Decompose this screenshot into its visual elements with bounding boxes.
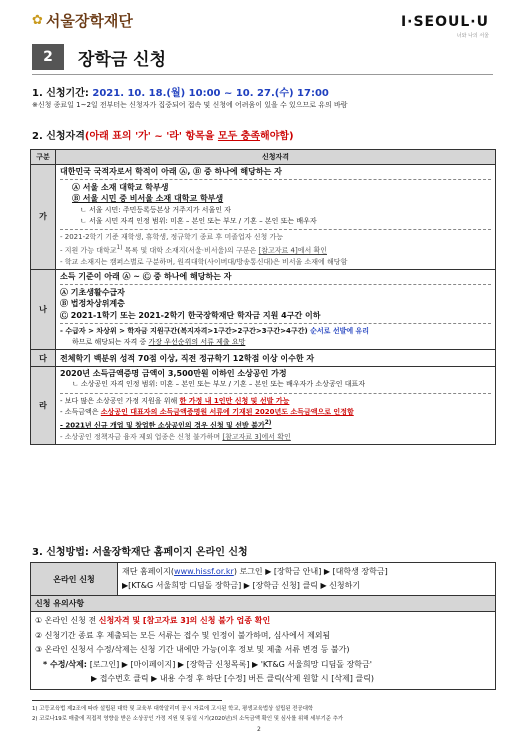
ga-note-1: - 2021-2학기 기준 재학생, 휴학생, 정규학기 종료 후 미졸업자 신청 가능 — [60, 233, 284, 242]
row-content-ra — [56, 367, 496, 445]
ga-option-b-1: ㄴ 서울 시민: 주민등록등본상 거주지가 서울인 자 — [80, 205, 231, 214]
col-header-gu: 구분 — [31, 150, 56, 165]
row-content-na — [56, 269, 496, 349]
eligibility-heading: 2. 신청자격(아래 표의 '가' ~ '라' 항목을 모두 충족해야함) — [32, 131, 294, 142]
online-row — [31, 563, 496, 596]
na-title: 소득 기준이 아래 Ⓐ ~ Ⓒ 중 하나에 해당하는 자 — [60, 271, 232, 281]
foundation-logo — [32, 10, 133, 31]
header-divider — [32, 74, 493, 75]
footnote-divider — [32, 700, 222, 701]
row-label-na: 나 — [31, 269, 56, 349]
ra-note-1: - 보다 많은 소상공인 가정 지원을 위해 한 가정 내 1인만 신청 및 선발 가능 — [60, 396, 290, 405]
row-label-ga: 가 — [31, 165, 56, 270]
divider — [60, 179, 491, 180]
method-table — [30, 562, 496, 690]
page-number: 2 — [257, 726, 261, 733]
caution-2: ② 신청기간 종료 후 제출되는 모든 서류는 접수 및 인정이 불가하며, 심사에서 제외됨 — [35, 630, 331, 640]
seoul-logo — [401, 14, 489, 39]
row-label-da: 다 — [31, 350, 56, 367]
method-heading: 3. 신청방법: 서울장학재단 홈페이지 온라인 신청 — [32, 547, 248, 558]
na-note-2: 하므로 해당되는 자격 중 가장 우선순위의 서류 제출 요망 — [72, 337, 246, 346]
ga-option-a: Ⓐ 서울 소재 대학교 학부생 — [72, 183, 169, 193]
caution-1: ① 온라인 신청 전 신청자격 및 [참고자료 3]의 신청 불가 업종 확인 — [35, 616, 271, 625]
caution-body-row — [31, 612, 496, 690]
logo-right-sub: 너와 나의 서울 — [456, 33, 489, 39]
online-label: 온라인 신청 — [31, 563, 118, 596]
caution-title: 신청 유의사항 — [31, 596, 496, 612]
caution-body — [31, 612, 496, 690]
ga-note-2: - 지원 가능 대학교$^{1)}$ 목록 및 대학 소재지(서울·비서울)의 구분은 [참고자료 4]에서 확인 — [60, 245, 327, 255]
caution-title-row — [31, 596, 496, 612]
reference-4-link[interactable]: [참고자료 4]에서 확인 — [258, 246, 327, 255]
table-header-row — [31, 150, 496, 165]
table-row — [31, 367, 496, 445]
ra-sub: ㄴ 소상공인 자격 인정 범위: 미혼 – 본인 또는 부모 / 기혼 – 본인 또는 배우자가 소상공인 대표자 — [72, 380, 365, 389]
section-number: 2 — [32, 44, 64, 70]
logo-right-text: I·SEOUL·U — [400, 14, 489, 30]
row-label-ra: 라 — [31, 367, 56, 445]
table-row — [31, 165, 496, 270]
divider — [60, 393, 491, 394]
homepage-link[interactable]: www.hissf.or.kr — [174, 567, 234, 576]
caution-4: * 수정/삭제: [로그인] ▶ [마이페이지] ▶ [장학금 신청목록] ▶ 'KT&G 서울희망 디딤돌 장학금' — [43, 659, 372, 669]
ra-title: 2020년 소득금액증명 금액이 3,500만원 이하인 소상공인 가정 — [60, 369, 287, 379]
na-option-c: Ⓒ 2021-1학기 또는 2021-2학기 한국장학재단 학자금 지원 4구간 이하 — [60, 310, 321, 320]
logo-left-text: 서울장학재단 — [45, 12, 133, 30]
da-title: 전체학기 백분위 성적 70점 이상, 직전 정규학기 12학점 이상 이수한 자 — [56, 350, 496, 367]
caution-5: ▶ 접수번호 클릭 ▶ 내용 수정 후 하단 [수정] 버튼 클릭(삭제 원할 시 [삭제] 클릭) — [91, 674, 375, 683]
ra-note-3: - 2021년 신규 개업 및 창업한 소상공인의 경우 신청 및 선발 불가$^{2)}$ — [60, 419, 272, 430]
table-row — [31, 269, 496, 349]
period-note: ※신청 종료일 1~2일 전부터는 신청자가 집중되어 접속 및 신청에 어려움이 있을 수 있으므로 유의 바람 — [32, 101, 348, 109]
na-option-a: Ⓐ 기초생활수급자 — [60, 288, 125, 298]
ga-title: 대한민국 국적자로서 학적이 아래 Ⓐ, Ⓑ 중 하나에 해당하는 자 — [60, 167, 282, 176]
period-dates: 2021. 10. 18.(월) 10:00 ~ 10. 27.(수) 17:00 — [92, 88, 329, 99]
divider — [60, 229, 491, 230]
ga-option-b: Ⓑ 서울 시민 중 비서울 소재 대학교 학부생 — [72, 194, 224, 204]
divider — [60, 323, 491, 324]
reference-3-link[interactable]: [참고자료 3]에서 확인 — [222, 432, 291, 441]
table-row — [31, 350, 496, 367]
caution-3: ③ 온라인 신청서 수정/삭제는 신청 기간 내에만 가능(이후 정보 및 제출 서류 변경 등 불가) — [35, 645, 350, 654]
eligibility-table — [30, 149, 496, 445]
ga-note-3: - 학교 소재지는 캠퍼스별로 구분하며, 원격대학(사이버대/방송통신대)은 비서울 소재에 해당함 — [60, 257, 348, 266]
period-heading: 1. 신청기간: 2021. 10. 18.(월) 10:00 ~ 10. 27.(수) 17:00 — [32, 88, 329, 99]
divider — [60, 284, 491, 285]
footnote-1: 1) 고등교육법 제2조에 따라 설립된 대학 및 교육부 대학알리미 공시 자료에 고시된 학교, 평생교육법상 설립된 전공대학 — [32, 706, 314, 712]
na-note-1: - 수급자 > 차상위 > 학자금 지원구간(복지자격>1구간>2구간>3구간>4구간) 순서로 선발에 유리 — [60, 326, 370, 335]
ra-note-4: - 소상공인 정책자금 융자 제외 업종은 신청 불가하며 [참고자료 3]에서 확인 — [60, 432, 291, 441]
section-header — [32, 44, 166, 70]
col-header-qual: 신청자격 — [56, 150, 496, 165]
row-content-ga — [56, 165, 496, 270]
logo-mark-icon: ✿ — [32, 13, 43, 28]
ga-option-b-2: ㄴ 서울 시민 자격 인정 범위: 미혼 – 본인 또는 부모 / 기혼 – 본인 또는 배우자 — [80, 216, 317, 225]
ra-note-2: - 소득금액은 소상공인 대표자의 소득금액증명원 서류에 기재된 2020년도 소득금액으로 인정함 — [60, 407, 354, 416]
footnote-2: 2) 코로나19로 매출에 직접적 영향을 받은 소상공인 가정 지원 및 동일 시기(2020년)의 소득금액 확인 및 심사를 위해 세부기준 추가 — [32, 716, 344, 722]
online-steps: 재단 홈페이지(www.hissf.or.kr) 로그인 ▶ [장학금 안내] ▶ [대학생 장학금] ▶[KT&G 서울희망 디딤돌 장학금] ▶ [장학금 신청] 클릭 ▶ 신청하기 — [118, 563, 496, 596]
section-title: 장학금 신청 — [78, 49, 167, 70]
na-option-b: Ⓑ 법정차상위계층 — [60, 299, 125, 309]
